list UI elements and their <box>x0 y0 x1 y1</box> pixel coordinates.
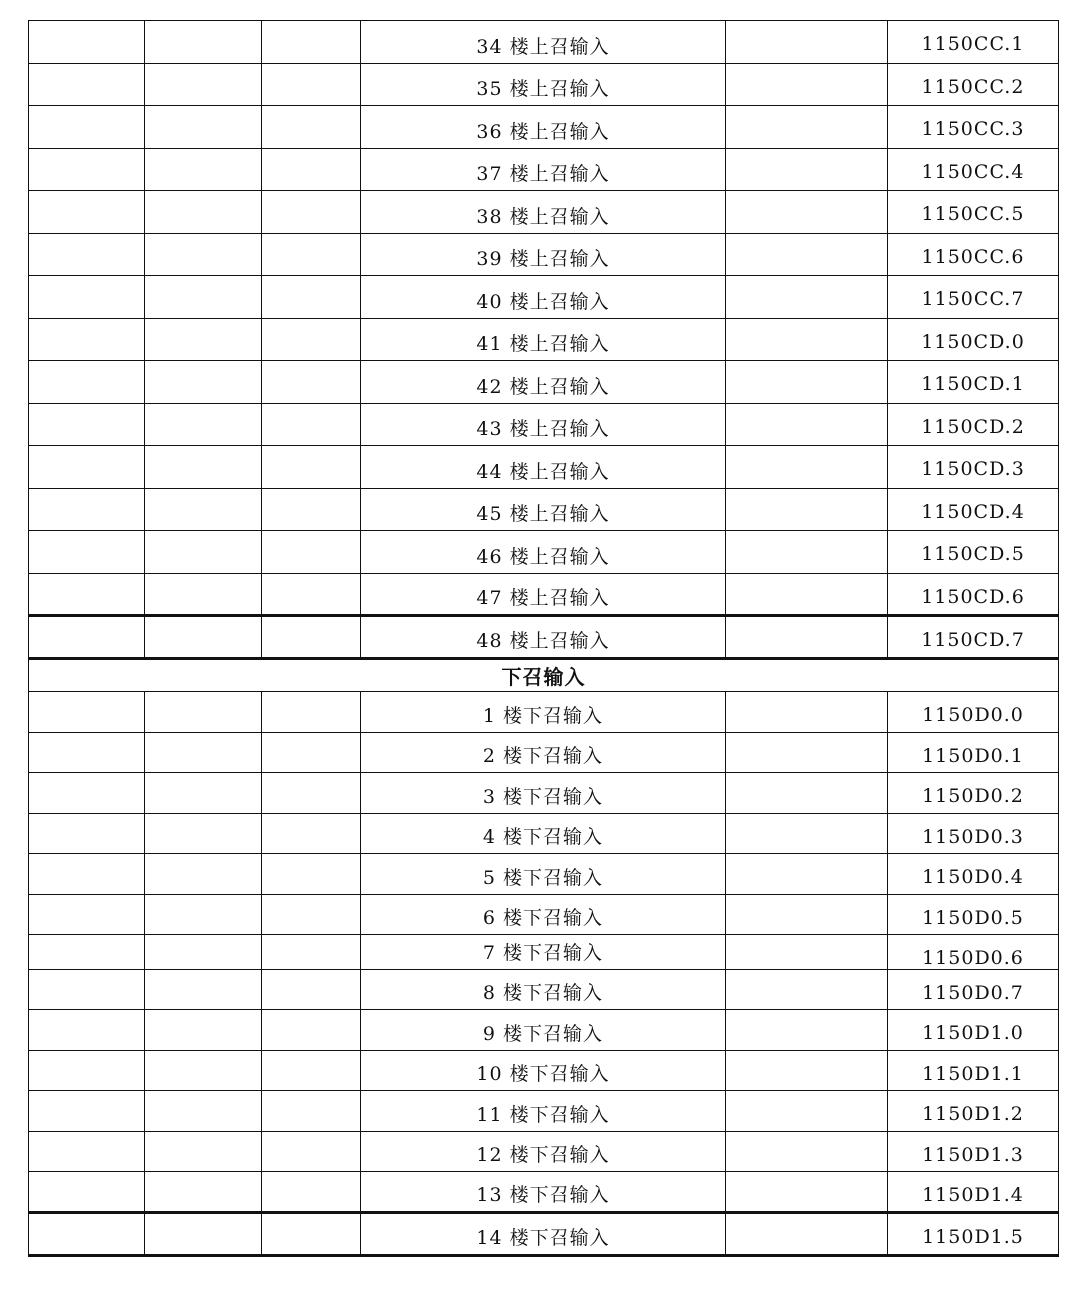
empty-cell <box>145 616 262 659</box>
io-address-cell: 1150D1.3 <box>888 1132 1059 1172</box>
empty-cell <box>145 1213 262 1256</box>
empty-cell <box>726 773 888 814</box>
io-description-cell: 11 楼下召输入 <box>361 1091 726 1132</box>
empty-cell <box>29 854 145 895</box>
io-address-cell: 1150D0.0 <box>888 692 1059 733</box>
empty-cell <box>145 276 262 319</box>
table-row <box>29 574 1059 616</box>
empty-cell <box>726 191 888 234</box>
table-row <box>29 814 1059 854</box>
empty-cell <box>262 733 361 773</box>
empty-cell <box>29 1132 145 1172</box>
empty-cell <box>726 404 888 446</box>
empty-cell <box>29 733 145 773</box>
table-row <box>29 106 1059 149</box>
io-description-cell: 6 楼下召输入 <box>361 895 726 935</box>
empty-cell <box>145 149 262 191</box>
io-address-cell: 1150D0.7 <box>888 970 1059 1010</box>
empty-cell <box>726 895 888 935</box>
table-row <box>29 191 1059 234</box>
io-address-cell: 1150D1.4 <box>888 1172 1059 1213</box>
empty-cell <box>145 574 262 616</box>
empty-cell <box>726 1132 888 1172</box>
empty-cell <box>29 1213 145 1256</box>
empty-cell <box>726 64 888 106</box>
io-address-cell: 1150CD.7 <box>888 616 1059 659</box>
io-description-cell: 41 楼上召输入 <box>361 319 726 361</box>
io-address-cell: 1150CD.1 <box>888 361 1059 404</box>
io-description-cell: 39 楼上召输入 <box>361 234 726 276</box>
table-row <box>29 276 1059 319</box>
empty-cell <box>726 446 888 489</box>
table-row <box>29 1010 1059 1051</box>
empty-cell <box>262 149 361 191</box>
empty-cell <box>726 21 888 64</box>
table-body <box>29 21 1059 1256</box>
empty-cell <box>726 616 888 659</box>
io-address-cell: 1150D0.2 <box>888 773 1059 814</box>
empty-cell <box>726 1010 888 1051</box>
empty-cell <box>29 404 145 446</box>
empty-cell <box>29 21 145 64</box>
empty-cell <box>145 1132 262 1172</box>
empty-cell <box>145 404 262 446</box>
empty-cell <box>262 773 361 814</box>
empty-cell <box>726 970 888 1010</box>
io-address-cell: 1150CD.6 <box>888 574 1059 616</box>
io-address-cell: 1150D0.3 <box>888 814 1059 854</box>
empty-cell <box>29 1010 145 1051</box>
table-row <box>29 319 1059 361</box>
empty-cell <box>726 276 888 319</box>
table-row <box>29 234 1059 276</box>
empty-cell <box>726 531 888 574</box>
empty-cell <box>145 106 262 149</box>
empty-cell <box>726 854 888 895</box>
io-description-cell: 47 楼上召输入 <box>361 574 726 616</box>
empty-cell <box>262 1091 361 1132</box>
empty-cell <box>726 935 888 970</box>
empty-cell <box>29 191 145 234</box>
io-description-cell: 9 楼下召输入 <box>361 1010 726 1051</box>
empty-cell <box>726 574 888 616</box>
empty-cell <box>726 234 888 276</box>
empty-cell <box>29 1091 145 1132</box>
empty-cell <box>262 1051 361 1091</box>
io-description-cell: 48 楼上召输入 <box>361 616 726 659</box>
table-row <box>29 489 1059 531</box>
empty-cell <box>29 970 145 1010</box>
table-row <box>29 1132 1059 1172</box>
empty-cell <box>145 935 262 970</box>
table-row <box>29 1213 1059 1256</box>
empty-cell <box>29 531 145 574</box>
io-description-cell: 7 楼下召输入 <box>361 935 726 970</box>
empty-cell <box>262 616 361 659</box>
io-description-cell: 40 楼上召输入 <box>361 276 726 319</box>
io-address-cell: 1150CC.5 <box>888 191 1059 234</box>
empty-cell <box>262 895 361 935</box>
empty-cell <box>29 234 145 276</box>
empty-cell <box>262 1213 361 1256</box>
empty-cell <box>29 106 145 149</box>
io-address-cell: 1150CC.3 <box>888 106 1059 149</box>
empty-cell <box>262 1172 361 1213</box>
io-description-cell: 10 楼下召输入 <box>361 1051 726 1091</box>
empty-cell <box>262 970 361 1010</box>
io-description-cell: 44 楼上召输入 <box>361 446 726 489</box>
empty-cell <box>262 1132 361 1172</box>
empty-cell <box>145 446 262 489</box>
empty-cell <box>145 1091 262 1132</box>
io-description-cell: 38 楼上召输入 <box>361 191 726 234</box>
empty-cell <box>262 276 361 319</box>
empty-cell <box>726 319 888 361</box>
empty-cell <box>726 149 888 191</box>
table-row <box>29 692 1059 733</box>
io-address-cell: 1150CC.2 <box>888 64 1059 106</box>
empty-cell <box>29 574 145 616</box>
empty-cell <box>262 234 361 276</box>
empty-cell <box>29 814 145 854</box>
table-row <box>29 1172 1059 1213</box>
table-row <box>29 854 1059 895</box>
io-description-cell: 45 楼上召输入 <box>361 489 726 531</box>
io-description-cell: 3 楼下召输入 <box>361 773 726 814</box>
empty-cell <box>262 489 361 531</box>
empty-cell <box>145 895 262 935</box>
empty-cell <box>726 1172 888 1213</box>
io-description-cell: 35 楼上召输入 <box>361 64 726 106</box>
table-row <box>29 733 1059 773</box>
empty-cell <box>726 361 888 404</box>
io-description-cell: 4 楼下召输入 <box>361 814 726 854</box>
empty-cell <box>29 361 145 404</box>
empty-cell <box>29 64 145 106</box>
io-address-cell: 1150D0.1 <box>888 733 1059 773</box>
table-row <box>29 616 1059 659</box>
empty-cell <box>145 1172 262 1213</box>
table-row <box>29 531 1059 574</box>
io-address-cell: 1150D1.2 <box>888 1091 1059 1132</box>
empty-cell <box>29 895 145 935</box>
empty-cell <box>29 489 145 531</box>
table-row <box>29 21 1059 64</box>
io-address-cell: 1150CD.0 <box>888 319 1059 361</box>
table-row <box>29 773 1059 814</box>
empty-cell <box>29 1172 145 1213</box>
io-description-cell: 13 楼下召输入 <box>361 1172 726 1213</box>
empty-cell <box>262 814 361 854</box>
empty-cell <box>262 191 361 234</box>
empty-cell <box>262 446 361 489</box>
empty-cell <box>145 1051 262 1091</box>
io-description-cell: 12 楼下召输入 <box>361 1132 726 1172</box>
empty-cell <box>145 234 262 276</box>
empty-cell <box>726 1051 888 1091</box>
empty-cell <box>726 106 888 149</box>
io-address-cell: 1150D1.1 <box>888 1051 1059 1091</box>
empty-cell <box>262 1010 361 1051</box>
table-row <box>29 404 1059 446</box>
empty-cell <box>145 361 262 404</box>
empty-cell <box>29 616 145 659</box>
empty-cell <box>262 574 361 616</box>
empty-cell <box>726 489 888 531</box>
table-row <box>29 1051 1059 1091</box>
io-description-cell: 2 楼下召输入 <box>361 733 726 773</box>
empty-cell <box>29 1051 145 1091</box>
io-address-cell: 1150D0.6 <box>888 935 1059 970</box>
empty-cell <box>145 773 262 814</box>
io-description-cell: 36 楼上召输入 <box>361 106 726 149</box>
io-description-cell: 46 楼上召输入 <box>361 531 726 574</box>
empty-cell <box>145 489 262 531</box>
empty-cell <box>262 106 361 149</box>
empty-cell <box>262 361 361 404</box>
empty-cell <box>145 692 262 733</box>
empty-cell <box>145 21 262 64</box>
empty-cell <box>145 319 262 361</box>
empty-cell <box>145 733 262 773</box>
table-row <box>29 935 1059 970</box>
empty-cell <box>726 1091 888 1132</box>
io-description-cell: 5 楼下召输入 <box>361 854 726 895</box>
empty-cell <box>29 149 145 191</box>
empty-cell <box>262 404 361 446</box>
table-row <box>29 1091 1059 1132</box>
section-header-row <box>29 659 1059 692</box>
io-description-cell: 37 楼上召输入 <box>361 149 726 191</box>
io-address-table <box>28 20 1059 1257</box>
table-row <box>29 970 1059 1010</box>
empty-cell <box>29 446 145 489</box>
empty-cell <box>262 64 361 106</box>
empty-cell <box>145 814 262 854</box>
io-description-cell: 42 楼上召输入 <box>361 361 726 404</box>
empty-cell <box>262 531 361 574</box>
io-address-cell: 1150CC.7 <box>888 276 1059 319</box>
empty-cell <box>262 692 361 733</box>
empty-cell <box>262 935 361 970</box>
empty-cell <box>145 531 262 574</box>
empty-cell <box>145 854 262 895</box>
io-address-cell: 1150D0.5 <box>888 895 1059 935</box>
empty-cell <box>29 773 145 814</box>
io-address-cell: 1150D0.4 <box>888 854 1059 895</box>
io-description-cell: 43 楼上召输入 <box>361 404 726 446</box>
io-description-cell: 34 楼上召输入 <box>361 21 726 64</box>
io-description-cell: 8 楼下召输入 <box>361 970 726 1010</box>
table-row <box>29 446 1059 489</box>
section-title: 下召输入 <box>29 659 1059 692</box>
empty-cell <box>145 64 262 106</box>
empty-cell <box>726 692 888 733</box>
empty-cell <box>726 733 888 773</box>
io-address-cell: 1150D1.5 <box>888 1213 1059 1256</box>
empty-cell <box>262 21 361 64</box>
table-row <box>29 64 1059 106</box>
table-row <box>29 895 1059 935</box>
io-description-cell: 1 楼下召输入 <box>361 692 726 733</box>
io-address-cell: 1150CD.5 <box>888 531 1059 574</box>
empty-cell <box>145 191 262 234</box>
io-address-cell: 1150CC.1 <box>888 21 1059 64</box>
table-row <box>29 361 1059 404</box>
io-address-cell: 1150CD.2 <box>888 404 1059 446</box>
empty-cell <box>726 814 888 854</box>
io-address-cell: 1150CC.4 <box>888 149 1059 191</box>
empty-cell <box>262 854 361 895</box>
table-row <box>29 149 1059 191</box>
empty-cell <box>29 276 145 319</box>
io-address-cell: 1150CD.4 <box>888 489 1059 531</box>
io-address-cell: 1150CC.6 <box>888 234 1059 276</box>
io-address-cell: 1150D1.0 <box>888 1010 1059 1051</box>
empty-cell <box>145 1010 262 1051</box>
io-address-cell: 1150CD.3 <box>888 446 1059 489</box>
empty-cell <box>726 1213 888 1256</box>
empty-cell <box>29 319 145 361</box>
empty-cell <box>145 970 262 1010</box>
io-description-cell: 14 楼下召输入 <box>361 1213 726 1256</box>
empty-cell <box>29 692 145 733</box>
empty-cell <box>29 935 145 970</box>
empty-cell <box>262 319 361 361</box>
